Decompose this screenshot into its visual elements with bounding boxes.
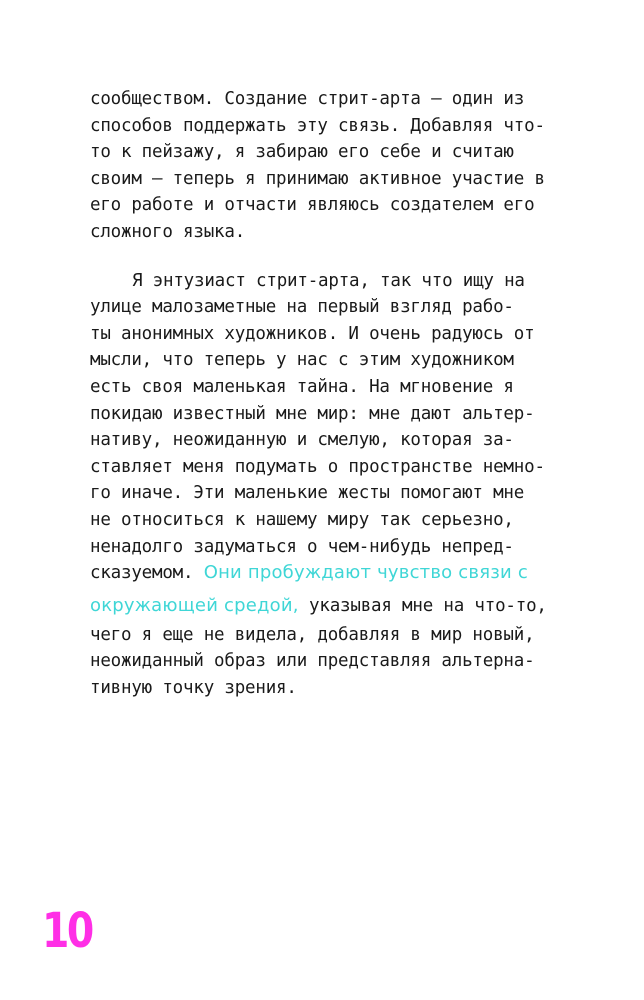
text-line: ненадолго задуматься о чем-нибудь непред- — [90, 536, 514, 557]
text-line-mixed — [90, 560, 590, 587]
text-line: сложного языка. — [90, 221, 246, 242]
text-line: его работе и отчасти являюсь создателем его — [90, 195, 535, 216]
text-line: покидаю известный мне мир: мне дают альтер- — [90, 403, 535, 424]
text-line: ты анонимных художников. И очень радуюсь от — [90, 323, 535, 344]
text-line: своим — теперь я принимаю активное участие в — [90, 168, 545, 189]
plain-text: сказуемом. — [90, 563, 204, 584]
text-line: мысли, что теперь у нас с этим художником — [90, 350, 514, 371]
text-line: го иначе. Эти маленькие жесты помогают мне — [90, 483, 525, 504]
text-line: есть своя маленькая тайна. На мгновение я — [90, 376, 514, 397]
plain-text: указывая мне на что-то, — [298, 595, 547, 616]
text-line: сообществом. Создание стрит-арта — один из — [90, 89, 525, 109]
text-line: ставляет меня подумать о пространстве немно- — [90, 456, 545, 477]
text-line-mixed — [90, 589, 590, 622]
page-number: 10 — [42, 903, 92, 959]
text-line: улице малозаметные на первый взгляд рабо- — [90, 297, 514, 318]
text-line: нативу, неожиданную и смелую, которая за- — [90, 430, 514, 451]
text-line: то к пейзажу, я забираю его себе и считаю — [90, 142, 514, 163]
text-line: чего я еще не видела, добавляя в мир новый, — [90, 624, 535, 645]
highlighted-text: Они пробуждают чувство связи с — [203, 562, 528, 584]
paragraph-2 — [90, 268, 590, 702]
text-line: Я энтузиаст стрит-арта, так что ищу на — [132, 270, 525, 291]
text-line: способов поддержать эту связь. Добавляя что- — [90, 115, 545, 136]
text-line: тивную точку зрения. — [90, 677, 297, 698]
paragraph-gap — [90, 246, 590, 268]
highlighted-text: окружающей средой, — [90, 594, 299, 616]
text-line: не относиться к нашему миру так серьезно, — [90, 509, 514, 530]
text-line: неожиданный образ или представляя альтерна- — [90, 651, 535, 672]
body-text — [90, 86, 590, 701]
paragraph-1 — [90, 86, 590, 246]
